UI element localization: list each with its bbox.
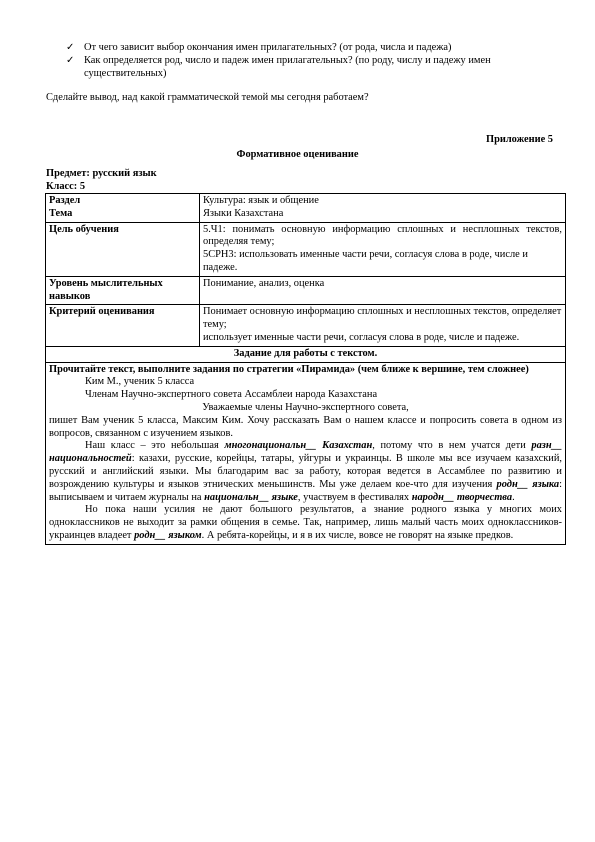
text-run: : казахи, русские, корейцы, татары, уйгуры и украинцы. В школе мы все изучаем казахский, русский и английский языки. Мы благодарим вас за работу, которая ведется в Ассамблее по развитию и возрождению культуры и языков этнических меньшинств. Мы уже делаем кое-что для изучения — [49, 453, 562, 490]
section-value: Культура: язык и общение — [203, 195, 319, 206]
question-list — [66, 41, 566, 80]
table-row — [46, 276, 566, 305]
assessment-table — [45, 193, 566, 545]
goal-value: 5СРН3: использовать именные части речи, согласуя слова в роде, числе и падеже. — [203, 249, 528, 273]
list-item — [66, 54, 566, 80]
section-label: Раздел — [49, 195, 81, 206]
table-cell-value — [200, 222, 566, 276]
goal-label: Цель обучения — [46, 222, 200, 276]
table-row — [46, 222, 566, 276]
letter-intro: пишет Вам ученик 5 класса, Максим Ким. Хочу рассказать Вам о нашем классе и попросить совета в одном из вопросов, связанном с изучением языков. — [49, 414, 562, 439]
subject-block — [46, 167, 157, 193]
table-cell-value — [200, 305, 566, 346]
text-run: , потому что в нем учатся дети — [372, 440, 532, 452]
table-cell-label — [46, 194, 200, 223]
task-header: Задание для работы с текстом. — [46, 346, 566, 362]
table-row — [46, 362, 566, 544]
skills-value: Понимание, анализ, оценка — [200, 276, 566, 305]
gap-phrase: разн__ национальностей — [49, 440, 563, 465]
skills-label: Уровень мыслительных навыков — [46, 276, 200, 305]
task-cell — [46, 362, 566, 544]
text-run: , участвуем в фестивалях — [297, 491, 412, 503]
criteria-value: Понимает основную информацию сплошных и несплошных текстов, определяет тему; — [203, 306, 562, 331]
text-run: : выписываем и читаем журналы на — [49, 478, 562, 503]
subject-line: Предмет: русский язык — [46, 168, 157, 179]
gap-phrase: народн__ творчества — [411, 491, 513, 503]
gap-phrase: национальн__ языке — [204, 491, 298, 503]
gap-phrase: родн__ языком — [134, 529, 202, 541]
checkmark-icon: ✓ — [66, 55, 75, 66]
task-instruction: Прочитайте текст, выполните задания по стратегии «Пирамида» (чем ближе к вершине, тем сложнее) — [49, 363, 529, 375]
criteria-label: Критерий оценивания — [46, 305, 200, 346]
letter-paragraph — [49, 504, 562, 542]
letter-to: Членам Научно-экспертного совета Ассамблеи народа Казахстана — [85, 389, 378, 401]
goal-value: 5.Ч1: понимать основную информацию сплошных и несплошных текстов, определяя тему; — [203, 223, 562, 248]
question-text: Как определяется род, число и падеж имен прилагательных? (по роду, числу и падежу имен существительных) — [84, 55, 491, 79]
list-item — [66, 41, 566, 54]
text-run: Но пока наши усилия не дают большого результатов, а знание родного языка у многих моих одноклассников не выходит за рамки общения в семье. Так, например, лишь малый часть моих одноклассников-украинцев владеет — [49, 504, 562, 541]
grade-line: Класс: 5 — [46, 181, 86, 192]
gap-phrase: многонациональн__ Казахстан — [224, 440, 373, 452]
topic-value: Языки Казахстана — [203, 207, 284, 219]
criteria-value: использует именные части речи, согласуя слова в роде, числе и падеже. — [203, 331, 520, 343]
letter-paragraph — [49, 440, 562, 504]
conclusion-prompt: Сделайте вывод, над какой грамматической темой мы сегодня работаем? — [46, 92, 369, 103]
checkmark-icon: ✓ — [66, 42, 75, 53]
text-run: . А ребята-корейцы, и я в их числе, вовсе не говорят на языке предков. — [201, 529, 514, 541]
question-text: От чего зависит выбор окончания имен прилагательных? (от рода, числа и падежа) — [84, 42, 452, 53]
letter-greeting: Уважаемые члены Научно-экспертного совета, — [202, 401, 409, 413]
gap-phrase: родн__ языка — [496, 478, 560, 490]
table-row — [46, 194, 566, 223]
letter-from: Ким М., ученик 5 класса — [85, 376, 195, 388]
topic-label: Тема — [49, 207, 73, 219]
page-title: Формативное оценивание — [236, 149, 359, 160]
text-run: . — [512, 491, 515, 503]
text-run: Наш класс – это небольшая — [85, 440, 225, 452]
table-cell-value — [200, 194, 566, 223]
table-row — [46, 305, 566, 346]
table-row — [46, 346, 566, 362]
appendix-label: Приложение 5 — [485, 134, 553, 145]
